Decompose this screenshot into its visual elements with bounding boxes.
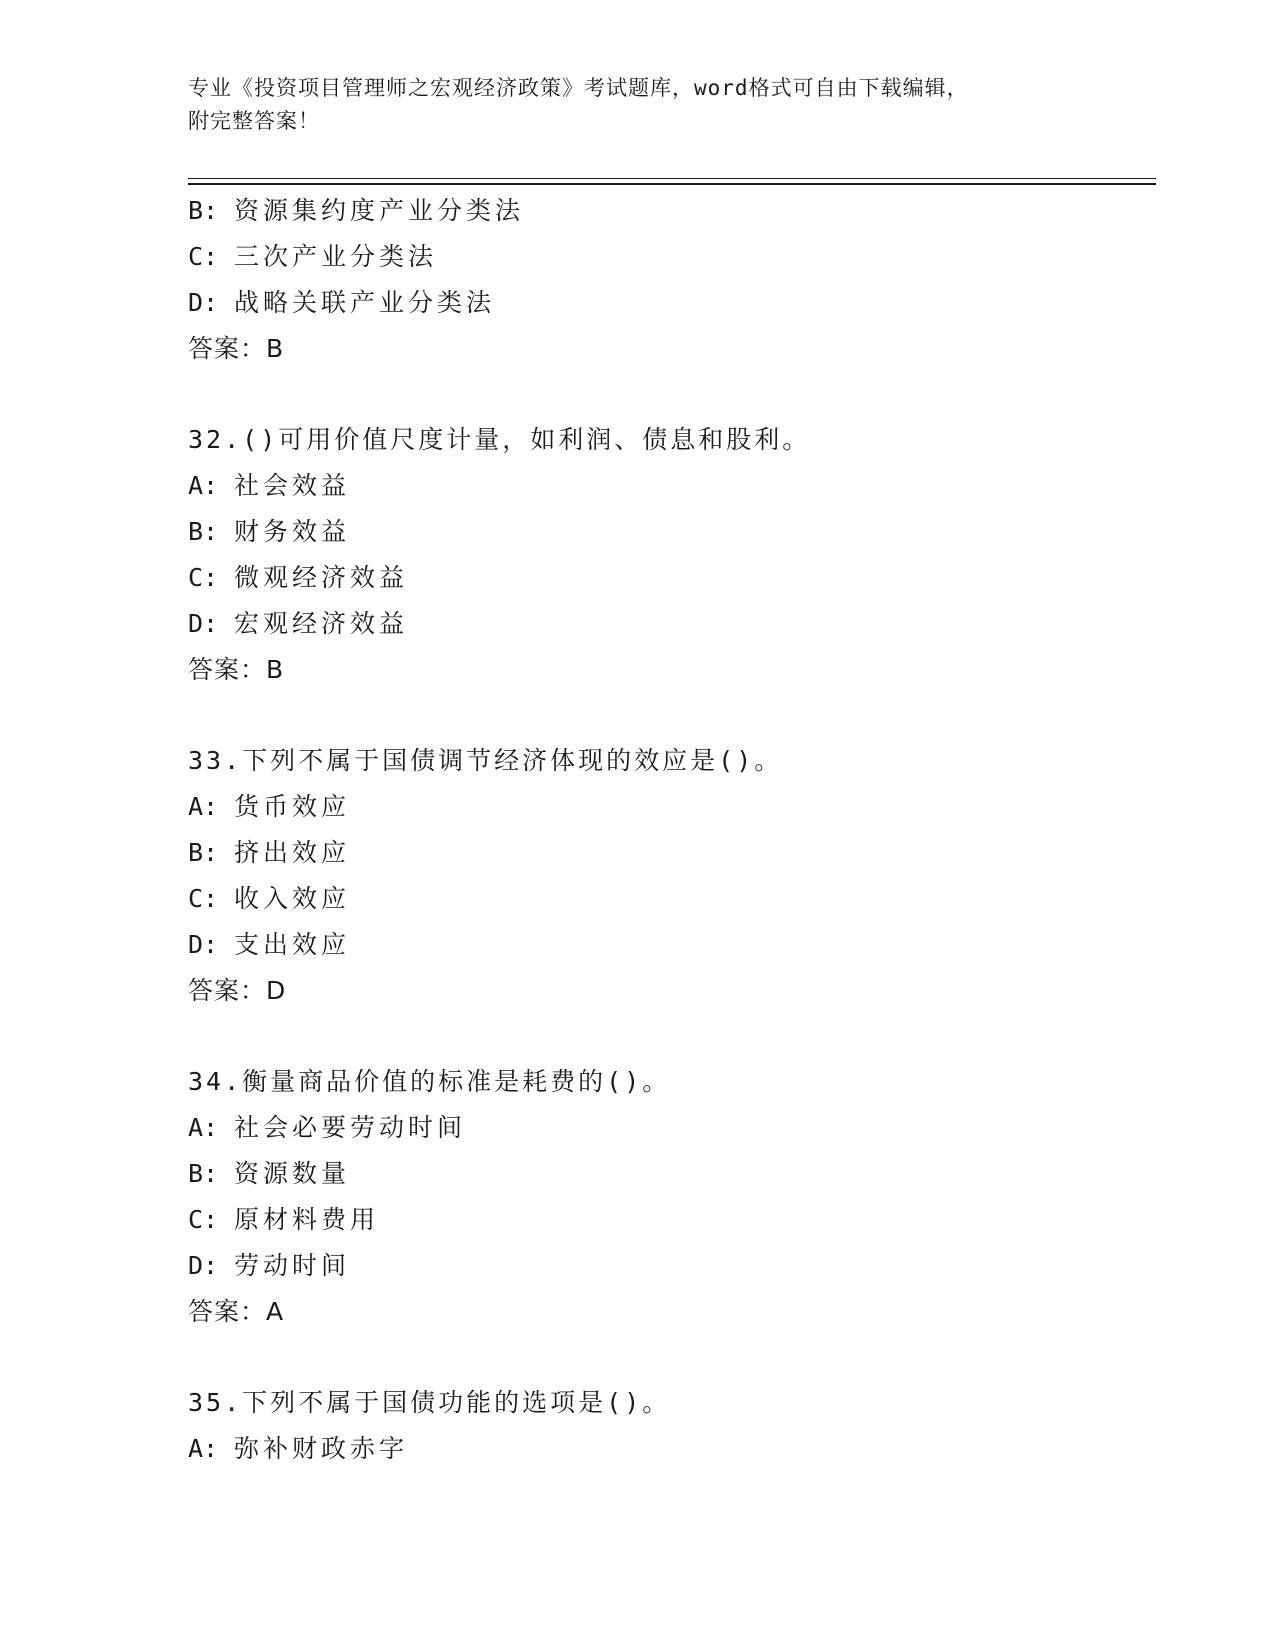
option-letter: D: — [188, 930, 219, 959]
option-letter: C: — [188, 242, 219, 271]
spacer — [188, 1014, 1156, 1059]
option-letter: D: — [188, 288, 219, 317]
option-text: 社会效益 — [234, 471, 351, 500]
option-letter: C: — [188, 563, 219, 592]
answer-line: 答案：A — [188, 1297, 285, 1326]
option-letter: C: — [188, 884, 219, 913]
option-text: 社会必要劳动时间 — [234, 1113, 467, 1142]
question-35 — [188, 1380, 1156, 1472]
option-a — [188, 463, 1156, 509]
option-letter: B: — [188, 517, 219, 546]
option-letter: A: — [188, 792, 219, 821]
option-text: 资源数量 — [234, 1159, 351, 1188]
option-a — [188, 1426, 1156, 1472]
option-text: 宏观经济效益 — [234, 609, 409, 638]
answer-line: 答案：D — [188, 976, 287, 1005]
option-d — [188, 922, 1156, 968]
option-letter: A: — [188, 1113, 219, 1142]
question-stem: 33.下列不属于国债调节经济体现的效应是()。 — [188, 746, 783, 775]
option-text: 财务效益 — [234, 517, 351, 546]
question-32 — [188, 417, 1156, 693]
question-stem: 35.下列不属于国债功能的选项是()。 — [188, 1388, 671, 1417]
option-letter: C: — [188, 1205, 219, 1234]
header-line-2: 附完整答案！ — [188, 109, 320, 133]
option-letter: A: — [188, 471, 219, 500]
question-31-continuation — [188, 188, 1156, 372]
option-d — [188, 1243, 1156, 1289]
option-letter: D: — [188, 609, 219, 638]
option-b — [188, 830, 1156, 876]
option-d — [188, 280, 1156, 326]
option-text: 挤出效应 — [234, 838, 351, 867]
header-divider-thin — [188, 178, 1156, 179]
answer-line: 答案：B — [188, 334, 285, 363]
option-c — [188, 876, 1156, 922]
header-line-1: 专业《投资项目管理师之宏观经济政策》考试题库，word格式可自由下载编辑， — [188, 76, 969, 100]
option-text: 微观经济效益 — [234, 563, 409, 592]
option-text: 战略关联产业分类法 — [234, 288, 496, 317]
option-text: 弥补财政赤字 — [234, 1434, 409, 1463]
question-stem: 32.()可用价值尺度计量，如利润、债息和股利。 — [188, 425, 811, 454]
spacer — [188, 693, 1156, 738]
answer-line: 答案：B — [188, 655, 285, 684]
option-letter: A: — [188, 1434, 219, 1463]
option-c — [188, 555, 1156, 601]
spacer — [188, 1335, 1156, 1380]
question-stem: 34.衡量商品价值的标准是耗费的()。 — [188, 1067, 671, 1096]
spacer — [188, 372, 1156, 417]
question-34 — [188, 1059, 1156, 1335]
header-divider-thick — [188, 183, 1156, 185]
option-text: 货币效应 — [234, 792, 351, 821]
option-text: 三次产业分类法 — [234, 242, 438, 271]
option-text: 收入效应 — [234, 884, 351, 913]
option-text: 劳动时间 — [234, 1251, 351, 1280]
option-b — [188, 1151, 1156, 1197]
option-letter: B: — [188, 1159, 219, 1188]
option-b — [188, 188, 1156, 234]
question-content — [188, 188, 1156, 1472]
option-letter: D: — [188, 1251, 219, 1280]
option-text: 支出效应 — [234, 930, 351, 959]
option-a — [188, 1105, 1156, 1151]
option-c — [188, 1197, 1156, 1243]
option-text: 资源集约度产业分类法 — [234, 196, 525, 225]
option-letter: B: — [188, 838, 219, 867]
option-a — [188, 784, 1156, 830]
question-33 — [188, 738, 1156, 1014]
option-letter: B: — [188, 196, 219, 225]
option-b — [188, 509, 1156, 555]
document-header — [188, 72, 1068, 138]
option-text: 原材料费用 — [234, 1205, 380, 1234]
option-d — [188, 601, 1156, 647]
option-c — [188, 234, 1156, 280]
